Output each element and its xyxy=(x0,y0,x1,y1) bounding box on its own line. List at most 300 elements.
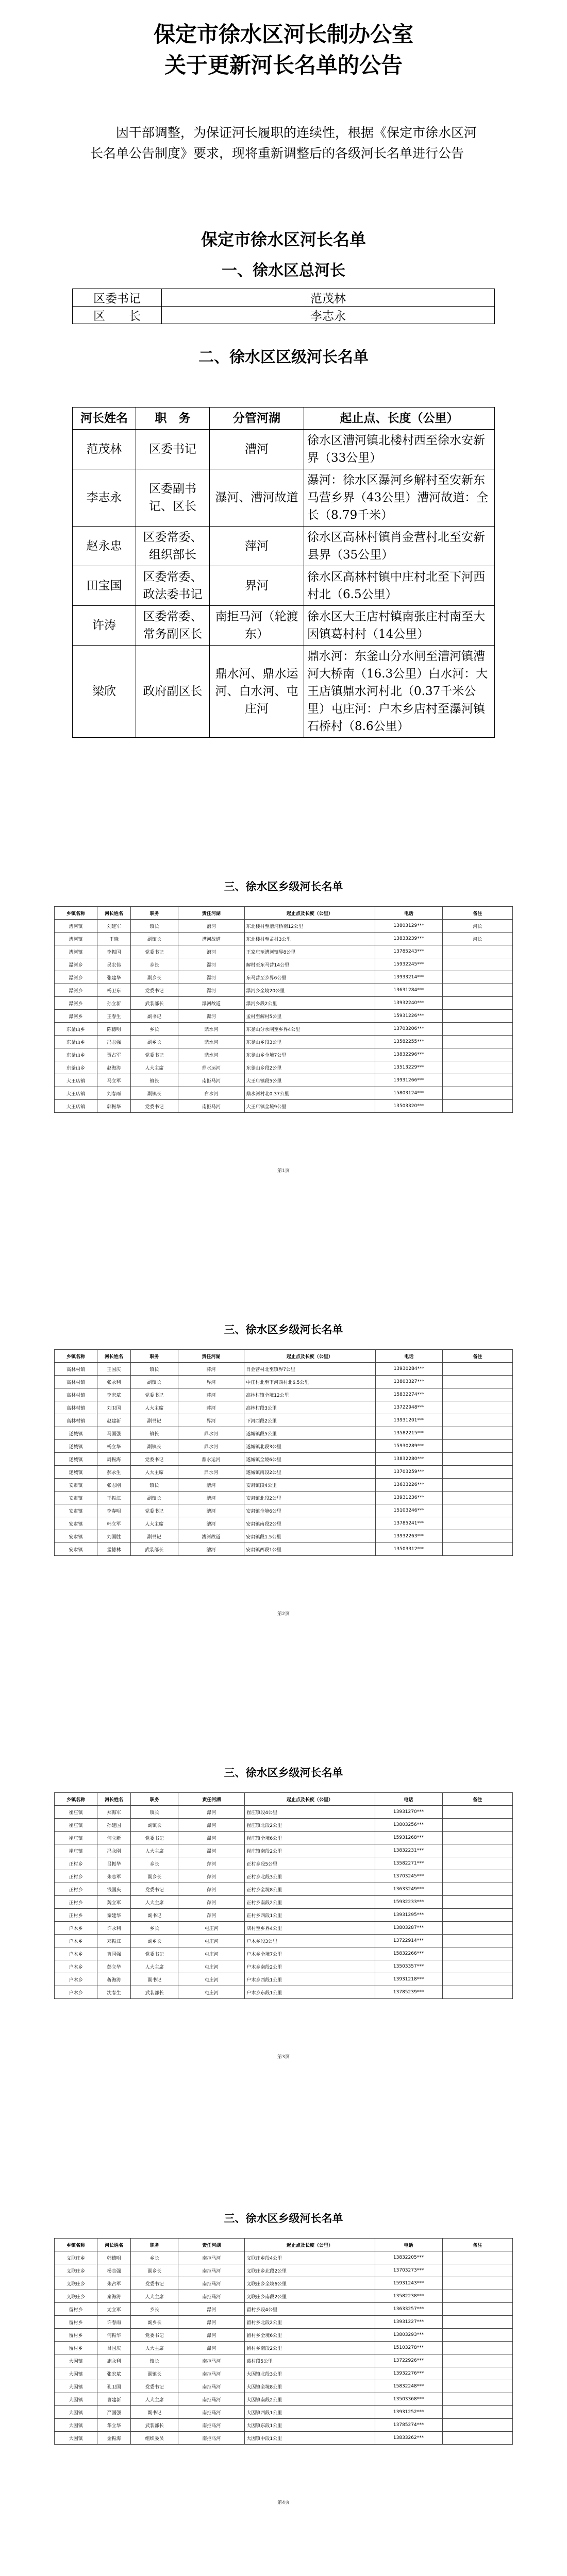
table-row xyxy=(55,1036,513,1048)
page-number xyxy=(0,1167,567,1174)
table-cell: 瀑河 xyxy=(178,1806,245,1819)
river-cell: 鼎水河、鼎水运河、白水河、屯庄河 xyxy=(210,646,304,738)
header-cell: 备注 xyxy=(442,2239,513,2251)
table-cell xyxy=(443,1401,513,1414)
table-cell: 杨立华 xyxy=(97,1440,130,1453)
table-cell: 乡长 xyxy=(131,2251,178,2264)
table-cell: 大王店镇段5公里 xyxy=(244,1074,375,1087)
township-list-page xyxy=(0,1765,567,1999)
table-cell: 留村乡段4公里 xyxy=(245,2303,375,2316)
table-cell: 党委书记 xyxy=(130,984,178,997)
table-cell: 瀑河乡 xyxy=(55,971,97,984)
table-cell: 正村乡 xyxy=(55,1883,97,1896)
table-cell: 严国强 xyxy=(97,2406,131,2419)
table-cell: 人大主席 xyxy=(130,1517,178,1530)
table-cell: 漕河镇 xyxy=(55,945,97,958)
table-cell: 南拒马河 xyxy=(178,2367,245,2380)
table-row xyxy=(55,2251,513,2264)
table-cell: 义联庄乡全境6公里 xyxy=(245,2277,375,2290)
table-header-row xyxy=(55,2239,513,2251)
table-cell xyxy=(442,2380,513,2393)
table-cell: 东釜山乡全境7公里 xyxy=(244,1048,375,1061)
table-cell: 镇长 xyxy=(131,1806,178,1819)
span-cell: 徐水区大王店村镇南张庄村南至大因镇葛村村（14公里） xyxy=(304,606,495,646)
table-cell: 镇长 xyxy=(131,2354,178,2367)
table-cell xyxy=(443,1466,513,1479)
table-cell: 13832231*** xyxy=(375,1844,442,1857)
header-cell: 河长姓名 xyxy=(97,2239,131,2251)
notice-title-line1: 保定市徐水区河长制办公室 xyxy=(153,22,413,47)
table-row xyxy=(55,1857,513,1870)
table-row xyxy=(55,920,513,933)
table-cell: 义联庄乡 xyxy=(55,2290,97,2303)
table-cell xyxy=(442,2354,513,2367)
table-cell: 尤立军 xyxy=(97,2303,131,2316)
river-cell: 萍河 xyxy=(210,527,304,566)
table-cell: 瀑河 xyxy=(178,2303,245,2316)
table-row xyxy=(55,2290,513,2303)
table-cell: 东釜山乡 xyxy=(55,1036,97,1048)
table-cell: 赵海涛 xyxy=(97,1061,131,1074)
table-cell: 孟村至解村5公里 xyxy=(244,1010,375,1023)
table-cell: 大因镇 xyxy=(55,2419,97,2432)
table-row xyxy=(55,1986,513,1999)
table-cell: 漕河 xyxy=(178,1517,244,1530)
table-row xyxy=(55,1466,513,1479)
table-cell: 金振海 xyxy=(97,2432,131,2445)
table-cell: 瀑河 xyxy=(178,971,245,984)
table-cell: 张建华 xyxy=(97,971,131,984)
table-row xyxy=(55,1909,513,1922)
table-cell: 曹国强 xyxy=(97,1947,131,1960)
table-cell: 漕河镇 xyxy=(55,933,97,945)
table-cell: 大因镇南段2公里 xyxy=(245,2393,375,2406)
table-row xyxy=(55,1427,513,1440)
river-cell: 南拒马河（轮渡东） xyxy=(210,606,304,646)
table-cell: 副书记 xyxy=(130,1414,178,1427)
township-list-page xyxy=(0,2210,567,2445)
table-row xyxy=(55,1543,513,1556)
table-cell: 李振国 xyxy=(97,945,131,958)
table-cell xyxy=(442,958,512,971)
table-cell: 瀑河 xyxy=(178,2316,245,2329)
table-cell: 户木乡全境7公里 xyxy=(245,1947,375,1960)
header-cell: 职务 xyxy=(130,907,178,920)
table-cell: 施永利 xyxy=(97,2354,131,2367)
table-cell: 15932233*** xyxy=(375,1896,442,1909)
table-cell: 党委书记 xyxy=(130,1388,178,1401)
table-cell: 屯庄河 xyxy=(178,1947,245,1960)
table-cell: 东马营至乡界6公里 xyxy=(244,971,375,984)
table-cell: 大王店镇 xyxy=(55,1074,97,1087)
table-row xyxy=(55,1870,513,1883)
table-cell: 孙建国 xyxy=(97,1819,131,1832)
header-cell: 责任河湖 xyxy=(178,2239,245,2251)
table-cell: 朱志军 xyxy=(97,1870,131,1883)
table-cell: 13633249*** xyxy=(375,1883,442,1896)
table-row xyxy=(55,1973,513,1986)
table-cell: 屯庄河 xyxy=(178,1960,245,1973)
table-cell xyxy=(442,1087,512,1100)
page-number xyxy=(0,2499,567,2505)
table-row xyxy=(55,2342,513,2354)
table-row xyxy=(55,1388,513,1401)
doc-title: 保定市徐水区河长名单 xyxy=(201,230,366,249)
table-cell: 13703273*** xyxy=(375,2264,442,2277)
table-cell: 15932245*** xyxy=(375,958,443,971)
table-cell: 安肃镇 xyxy=(55,1517,97,1530)
table-cell: 吴宏伟 xyxy=(97,958,131,971)
table-cell: 安肃镇段4公里 xyxy=(244,1479,375,1492)
table-cell: 漕河 xyxy=(178,1479,244,1492)
table-cell: 郑海军 xyxy=(97,1806,131,1819)
table-cell: 东北楼村至漕河桥南12公里 xyxy=(244,920,375,933)
table-cell: 冯永刚 xyxy=(97,1844,131,1857)
table-cell: 大因镇 xyxy=(55,2393,97,2406)
table-cell: 13582215*** xyxy=(375,1427,443,1440)
table-row xyxy=(55,1453,513,1466)
table-cell: 义联庄乡南段2公里 xyxy=(245,2290,375,2303)
name-cell: 许涛 xyxy=(73,606,136,646)
table-cell xyxy=(442,1947,513,1960)
table-cell xyxy=(443,1543,513,1556)
table-cell: 东釜山乡 xyxy=(55,1023,97,1036)
header-cell: 乡镇名称 xyxy=(55,2239,97,2251)
table-cell: 户木乡 xyxy=(55,1986,97,1999)
township-list-title: 三、徐水区乡级河长名单 xyxy=(224,2212,343,2225)
table-cell: 15931268*** xyxy=(375,1832,442,1844)
table-cell: 萍河 xyxy=(178,1883,245,1896)
table-cell: 高林村镇 xyxy=(55,1401,97,1414)
table-cell xyxy=(443,1504,513,1517)
table-cell: 鼎水运河 xyxy=(178,1061,245,1074)
table-cell: 乡长 xyxy=(131,1857,178,1870)
table-cell: 萍河 xyxy=(178,1363,244,1376)
table-cell: 乡长 xyxy=(130,1023,178,1036)
table-cell: 人大主席 xyxy=(131,2290,178,2303)
table-cell: 冯志强 xyxy=(97,1036,131,1048)
table-cell: 遂城镇全境6公里 xyxy=(244,1453,375,1466)
header-cell: 备注 xyxy=(442,907,512,920)
table-cell: 东釜山乡 xyxy=(55,1048,97,1061)
table-row xyxy=(55,1023,513,1036)
name-cell: 梁欣 xyxy=(73,646,136,738)
table-cell xyxy=(442,2393,513,2406)
table-cell: 15931243*** xyxy=(375,2277,442,2290)
table-cell xyxy=(442,1048,512,1061)
table-row xyxy=(73,307,495,324)
table-row xyxy=(55,1010,513,1023)
table-row xyxy=(55,1100,513,1113)
table-cell xyxy=(442,2367,513,2380)
table-cell xyxy=(442,2316,513,2329)
span-cell: 瀑河：徐水区瀑河乡解村至安新东马营乡界（43公里）漕河故道：全长（8.79千米） xyxy=(304,469,495,527)
header-cell: 电话 xyxy=(375,1350,443,1363)
table-cell: 大因镇 xyxy=(55,2367,97,2380)
table-cell: 南拒马河 xyxy=(178,2277,245,2290)
table-cell: 13803287*** xyxy=(375,1922,442,1935)
table-cell xyxy=(442,2277,513,2290)
table-cell: 党委书记 xyxy=(130,1453,178,1466)
table-cell: 东釜山分水闸至乡界4公里 xyxy=(244,1023,375,1036)
table-cell: 王春生 xyxy=(97,1010,131,1023)
table-cell: 13631284*** xyxy=(375,984,443,997)
table-cell: 13833239*** xyxy=(375,933,443,945)
table-cell: 瀑河 xyxy=(178,1819,245,1832)
page-number-value: 1 xyxy=(282,1168,285,1174)
table-cell: 河长 xyxy=(442,920,512,933)
table-cell: 安肃镇 xyxy=(55,1504,97,1517)
table-cell: 13582271*** xyxy=(375,1857,442,1870)
table-cell: 户木乡南段2公里 xyxy=(245,1960,375,1973)
page-number-suffix: 页 xyxy=(285,2500,290,2505)
table-cell: 张永利 xyxy=(97,1376,130,1388)
table-cell: 崔庄镇 xyxy=(55,1819,97,1832)
table-cell: 界河 xyxy=(178,1376,244,1388)
table-cell: 安肃镇 xyxy=(55,1543,97,1556)
table-row xyxy=(73,430,495,469)
table-cell: 副书记 xyxy=(131,1973,178,1986)
table-cell: 副乡长 xyxy=(131,2264,178,2277)
table-cell: 刘春雨 xyxy=(97,1087,131,1100)
table-cell xyxy=(443,1517,513,1530)
table-cell: 萍河 xyxy=(178,1909,245,1922)
table-cell xyxy=(442,2329,513,2342)
table-cell: 13503312*** xyxy=(375,1543,443,1556)
table-row xyxy=(73,289,495,307)
table-cell: 党委书记 xyxy=(131,2277,178,2290)
table-row xyxy=(55,1530,513,1543)
table-cell: 屯庄河 xyxy=(178,1935,245,1947)
table-row xyxy=(55,945,513,958)
table-cell: 王家庄至漕河镇界8公里 xyxy=(244,945,375,958)
river-cell: 界河 xyxy=(210,566,304,606)
table-cell: 党委书记 xyxy=(131,1832,178,1844)
table-row xyxy=(55,984,513,997)
table-cell: 漕河故道 xyxy=(178,933,245,945)
table-cell: 高林村镇 xyxy=(55,1388,97,1401)
name-cell: 范茂林 xyxy=(162,289,495,307)
table-cell: 13703206*** xyxy=(375,1023,443,1036)
table-row xyxy=(55,2406,513,2419)
table-cell: 副镇长 xyxy=(130,1492,178,1504)
table-cell: 13703245*** xyxy=(375,1870,442,1883)
table-cell: 副书记 xyxy=(130,1530,178,1543)
table-row xyxy=(73,646,495,738)
table-cell: 镇长 xyxy=(130,1479,178,1492)
table-cell: 遂城镇 xyxy=(55,1427,97,1440)
table-cell: 13931218*** xyxy=(375,1973,442,1986)
table-cell xyxy=(442,1909,513,1922)
table-cell: 崔庄镇 xyxy=(55,1832,97,1844)
table-cell: 留村乡 xyxy=(55,2342,97,2354)
table-cell xyxy=(443,1427,513,1440)
table-cell xyxy=(442,1960,513,1973)
header-cell: 责任河湖 xyxy=(178,1350,244,1363)
table-cell: 党委书记 xyxy=(131,2329,178,2342)
table-cell: 南拒马河 xyxy=(178,2380,245,2393)
table-cell: 郝永生 xyxy=(97,1466,130,1479)
table-cell: 南拒马河 xyxy=(178,2432,245,2445)
page-number-value: 3 xyxy=(282,2055,285,2060)
table-row xyxy=(55,2380,513,2393)
table-cell: 鼎水河 xyxy=(178,1048,245,1061)
table-cell: 鼎水运河 xyxy=(178,1453,244,1466)
table-cell: 13931252*** xyxy=(375,2406,442,2419)
township-list-title: 三、徐水区乡级河长名单 xyxy=(224,1323,343,1336)
table-row xyxy=(55,1440,513,1453)
table-cell: 13931295*** xyxy=(375,1909,442,1922)
table-cell: 韩立军 xyxy=(97,1517,130,1530)
table-cell: 13582238*** xyxy=(375,2290,442,2303)
table-cell: 张志刚 xyxy=(97,1479,130,1492)
table-cell: 秦建华 xyxy=(97,1909,131,1922)
table-cell: 人大主席 xyxy=(130,1466,178,1479)
table-cell: 张宏斌 xyxy=(97,2367,131,2380)
table-cell: 高林村镇 xyxy=(55,1363,97,1376)
header-cell: 电话 xyxy=(375,907,443,920)
table-cell: 正村乡 xyxy=(55,1909,97,1922)
header-cell: 职务 xyxy=(130,1350,178,1363)
table-row xyxy=(55,1922,513,1935)
page-number-suffix: 页 xyxy=(285,1168,290,1174)
notice-title-line2: 关于更新河长名单的公告 xyxy=(164,53,403,78)
table-cell: 人大主席 xyxy=(131,2393,178,2406)
table-cell: 孔卫国 xyxy=(97,2380,131,2393)
table-cell: 13803293*** xyxy=(375,2329,442,2342)
header-cell: 分管河湖 xyxy=(210,408,304,430)
table-cell: 武装部长 xyxy=(130,1543,178,1556)
table-cell: 户木乡西段1公里 xyxy=(245,1973,375,1986)
name-cell: 李志永 xyxy=(73,469,136,527)
table-cell: 副镇长 xyxy=(131,2367,178,2380)
township-list-table xyxy=(54,2238,513,2445)
table-cell xyxy=(443,1530,513,1543)
table-row xyxy=(55,1048,513,1061)
table-cell: 副乡长 xyxy=(131,1935,178,1947)
table-cell: 下河西段2公里 xyxy=(244,1414,375,1427)
table-cell xyxy=(442,1973,513,1986)
title-cell: 政府副区长 xyxy=(136,646,210,738)
table-cell: 13930284*** xyxy=(375,1363,443,1376)
table-cell: 留村乡 xyxy=(55,2329,97,2342)
header-cell: 乡镇名称 xyxy=(55,1350,97,1363)
table-cell: 15103278*** xyxy=(375,2342,442,2354)
table-cell: 瀑河 xyxy=(178,2329,245,2342)
table-cell: 人大主席 xyxy=(130,1061,178,1074)
header-cell: 责任河湖 xyxy=(178,1793,245,1806)
header-cell: 备注 xyxy=(443,1350,513,1363)
table-cell: 界河 xyxy=(178,1414,244,1427)
table-cell: 正村乡 xyxy=(55,1857,97,1870)
table-cell: 中庄村北至下河西村北6.5公里 xyxy=(244,1376,375,1388)
table-cell: 13803327*** xyxy=(375,1376,443,1388)
table-cell: 鼎水河 xyxy=(178,1023,245,1036)
table-cell: 13785241*** xyxy=(375,1517,443,1530)
page-number-prefix: 第 xyxy=(277,2055,282,2060)
table-cell: 何立新 xyxy=(97,1832,131,1844)
title-cell: 区委书记 xyxy=(136,430,210,469)
table-cell: 漕河 xyxy=(178,1543,244,1556)
table-cell xyxy=(442,2342,513,2354)
table-cell: 李宏斌 xyxy=(97,1388,130,1401)
table-cell xyxy=(443,1414,513,1427)
table-cell: 许春雨 xyxy=(97,2316,131,2329)
table-cell xyxy=(442,1023,512,1036)
table-cell xyxy=(442,971,512,984)
table-cell: 漕河 xyxy=(178,1504,244,1517)
table-cell: 孙立新 xyxy=(97,997,131,1010)
township-list-table xyxy=(54,1349,513,1556)
table-cell: 东釜山乡段2公里 xyxy=(244,1061,375,1074)
table-cell: 陈德明 xyxy=(97,1023,131,1036)
table-cell: 13803256*** xyxy=(375,1819,442,1832)
table-cell: 安肃镇 xyxy=(55,1492,97,1504)
table-row xyxy=(55,1947,513,1960)
table-cell: 武装部长 xyxy=(130,997,178,1010)
table-cell xyxy=(442,1010,512,1023)
table-cell: 大因镇 xyxy=(55,2380,97,2393)
table-cell: 乡长 xyxy=(131,2303,178,2316)
table-row xyxy=(55,1819,513,1832)
table-cell: 白水河 xyxy=(178,1087,245,1100)
table-cell: 瀑河乡 xyxy=(55,997,97,1010)
table-row xyxy=(55,1504,513,1517)
table-cell: 13931266*** xyxy=(375,1074,443,1087)
table-cell: 刘国胜 xyxy=(97,1530,130,1543)
table-cell: 留村乡北段2公里 xyxy=(245,2316,375,2329)
table-cell: 何振华 xyxy=(97,2329,131,2342)
table-cell: 曹建新 xyxy=(97,2393,131,2406)
table-cell xyxy=(442,1844,513,1857)
table-cell: 吕国庆 xyxy=(97,2342,131,2354)
name-cell: 赵永忠 xyxy=(73,527,136,566)
table-row xyxy=(55,958,513,971)
table-cell: 13931270*** xyxy=(375,1806,442,1819)
table-cell: 安肃镇西段1公里 xyxy=(244,1543,375,1556)
table-cell: 屯庄河 xyxy=(178,1986,245,1999)
table-cell: 高林村镇全境12公里 xyxy=(244,1388,375,1401)
table-cell: 大王店镇 xyxy=(55,1087,97,1100)
table-cell: 瀑河 xyxy=(178,2342,245,2354)
table-cell: 屯庄河 xyxy=(178,1922,245,1935)
table-row xyxy=(55,1492,513,1504)
table-cell: 户木乡 xyxy=(55,1973,97,1986)
table-cell: 13931201*** xyxy=(375,1414,443,1427)
table-cell: 13832296*** xyxy=(375,1048,443,1061)
township-list-table xyxy=(54,906,513,1113)
table-cell: 乡长 xyxy=(131,1922,178,1935)
river-cell: 漕河 xyxy=(210,430,304,469)
table-cell: 鼎水河 xyxy=(178,1427,244,1440)
table-row xyxy=(55,1896,513,1909)
table-cell: 王振江 xyxy=(97,1492,130,1504)
table-cell: 鼎水河 xyxy=(178,1036,245,1048)
table-cell: 党委书记 xyxy=(131,1947,178,1960)
table-cell: 镇长 xyxy=(130,1427,178,1440)
table-cell xyxy=(442,2432,513,2445)
table-cell: 王国庆 xyxy=(97,1363,130,1376)
table-row xyxy=(55,1517,513,1530)
span-cell: 徐水区高林村镇中庄村北至下河西村北（6.5公里） xyxy=(304,566,495,606)
table-cell: 15931226*** xyxy=(375,1010,443,1023)
table-row xyxy=(55,1087,513,1100)
table-cell: 安肃镇段1.5公里 xyxy=(244,1530,375,1543)
table-cell: 正村乡 xyxy=(55,1896,97,1909)
table-cell: 大因镇全境8公里 xyxy=(245,2380,375,2393)
table-cell: 副镇长 xyxy=(130,1376,178,1388)
table-row xyxy=(55,1832,513,1844)
